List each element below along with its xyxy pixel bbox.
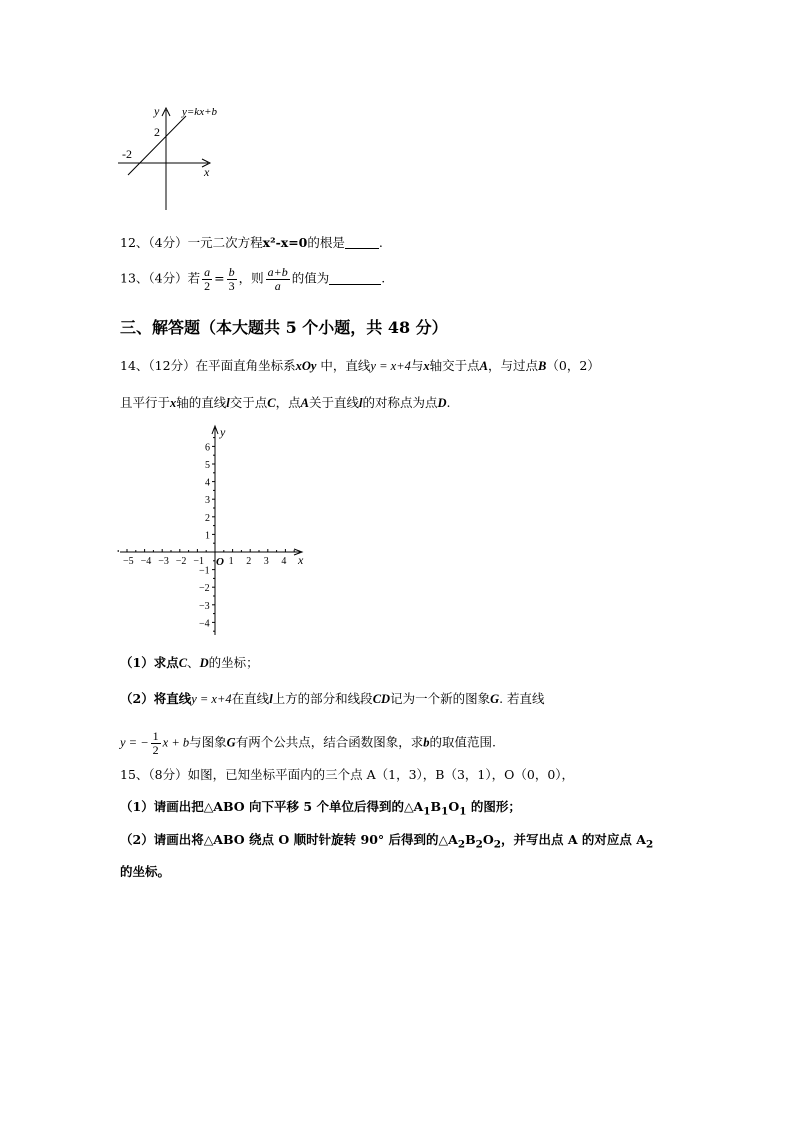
denominator: 2 bbox=[204, 278, 211, 293]
question-number: 15 bbox=[120, 767, 136, 782]
question-text: ，与过点 bbox=[488, 358, 539, 373]
question-text: 、 bbox=[187, 655, 200, 670]
question-text: （2）请画出将△ABO 绕点 O 顺时针旋转 90° 后得到的△A bbox=[120, 832, 458, 847]
denominator: 2 bbox=[152, 742, 159, 757]
y-tick-label: 5 bbox=[205, 460, 210, 471]
numerator: a bbox=[204, 265, 211, 279]
y-tick-label: −4 bbox=[199, 618, 210, 630]
question-text: 若 bbox=[187, 270, 201, 286]
question-text: 的根是 bbox=[307, 235, 345, 250]
x-tick-label: 1 bbox=[228, 556, 234, 567]
fraction-a-plus-b-over-a bbox=[266, 266, 290, 292]
question-14-part-1 bbox=[120, 657, 259, 670]
question-text: 上方的部分和线段 bbox=[272, 691, 373, 706]
question-text: 的取值范围. bbox=[429, 734, 496, 750]
equals-sign: = bbox=[214, 270, 225, 286]
question-15-part-1 bbox=[120, 801, 521, 817]
point-label: C bbox=[178, 656, 188, 670]
question-number: 14 bbox=[120, 358, 136, 373]
period: . bbox=[381, 270, 386, 286]
graph-label: G bbox=[490, 692, 500, 706]
y-axis-label: y bbox=[220, 425, 226, 439]
question-score: （12分） bbox=[148, 358, 196, 373]
line-graph-figure bbox=[118, 100, 238, 215]
line-equation: y = x+4 bbox=[370, 359, 411, 373]
fraction-one-half bbox=[151, 730, 161, 756]
subscript: 2 bbox=[475, 838, 483, 851]
question-text: 有两个公共点，结合函数图象，求 bbox=[235, 734, 424, 750]
subscript: 2 bbox=[493, 838, 502, 851]
y-tick-label: −2 bbox=[199, 583, 210, 595]
period: . bbox=[446, 395, 451, 410]
line-label: l bbox=[359, 396, 363, 410]
subscript: 2 bbox=[457, 838, 466, 851]
x-axis-label: x bbox=[298, 553, 304, 567]
origin-label: O bbox=[216, 556, 224, 568]
x-tick-label: −1 bbox=[193, 556, 205, 567]
point-label: A bbox=[300, 396, 309, 410]
x-tick-label: 3 bbox=[263, 556, 269, 567]
question-text: O bbox=[448, 799, 460, 814]
question-15: 15、（8分）如图，已知坐标平面内的三个点 A（1，3），B（3，1），O（0，0）， bbox=[120, 767, 575, 782]
question-text: ，并写出点 A 的对应点 A bbox=[501, 832, 646, 847]
tick-label-neg2: -2 bbox=[122, 147, 132, 161]
x-tick-label: −4 bbox=[140, 556, 152, 567]
question-14-line-2 bbox=[120, 397, 451, 410]
line-equation: y = x+4 bbox=[191, 692, 232, 706]
question-12: 12、（4分）一元二次方程x²-x=0的根是 . bbox=[120, 235, 383, 250]
question-text: . 若直线 bbox=[499, 691, 545, 706]
y-tick-label: 2 bbox=[205, 512, 210, 524]
equation: x²-x=0 bbox=[262, 235, 308, 250]
question-text: 轴交于点 bbox=[429, 358, 480, 373]
section-heading: 三、解答题（本大题共 5 个小题，共 48 分） bbox=[120, 318, 448, 337]
question-text: O bbox=[482, 832, 494, 847]
question-text: 轴的直线 bbox=[176, 395, 227, 410]
line-equation: y = − bbox=[120, 735, 149, 750]
question-14-line-1: 14、（12分）在平面直角坐标系xOy 中，直线y = x+4与x轴交于点A，与过点B（0，2） bbox=[120, 358, 600, 373]
subscript: 1 bbox=[441, 805, 449, 818]
subscript: 2 bbox=[645, 838, 654, 851]
question-13: 13、（4分）若 $\frac{a}{2}$ = $\frac{b}{3}$ ，则 $\frac{a+b}{a}$ 的值为 . bbox=[120, 265, 386, 293]
question-text: 与 bbox=[410, 358, 424, 373]
question-text: 中，直线 bbox=[320, 358, 371, 373]
question-score: （8分） bbox=[148, 767, 188, 782]
question-text: 的坐标。 bbox=[120, 864, 171, 879]
point-label: B bbox=[538, 359, 547, 373]
denominator: a bbox=[274, 278, 281, 293]
fraction-b-over-3 bbox=[227, 266, 237, 292]
question-15-part-2-continued bbox=[120, 866, 170, 879]
question-text: 与图象 bbox=[189, 734, 227, 750]
x-tick-label: 2 bbox=[246, 556, 252, 567]
numerator: a+b bbox=[267, 265, 288, 279]
question-text: 的对称点为点 bbox=[362, 395, 438, 410]
numerator: b bbox=[228, 265, 235, 279]
question-text: 关于直线 bbox=[308, 395, 359, 410]
variable: x bbox=[170, 396, 177, 410]
question-text: B bbox=[430, 799, 442, 814]
question-text: ，点 bbox=[275, 395, 301, 410]
x-tick-label: 4 bbox=[281, 556, 287, 567]
question-text: 一元二次方程 bbox=[187, 235, 263, 250]
question-number: 12 bbox=[120, 235, 136, 250]
question-14-part-2-continued bbox=[120, 730, 496, 756]
line-equation: x + b bbox=[162, 735, 190, 750]
point-label: A bbox=[479, 359, 489, 373]
point-label: D bbox=[437, 396, 447, 410]
question-text: （1）请画出把△ABO 向下平移 5 个单位后得到的△A bbox=[120, 799, 424, 814]
x-axis-label: x bbox=[204, 165, 210, 179]
question-score: （4分） bbox=[148, 270, 188, 286]
tick-label-2: 2 bbox=[154, 125, 160, 139]
denominator: 3 bbox=[228, 278, 235, 293]
question-text: 记为一个新的图象 bbox=[390, 691, 491, 706]
period: . bbox=[378, 235, 383, 250]
coordinate-grid-figure bbox=[116, 422, 316, 642]
line-equation-label: y=kx+b bbox=[182, 106, 217, 118]
line-label: l bbox=[269, 692, 273, 706]
y-tick-label: 1 bbox=[205, 530, 210, 542]
answer-blank[interactable] bbox=[329, 272, 381, 285]
coordinate-system-name: xOy bbox=[295, 359, 317, 373]
segment-label: CD bbox=[372, 692, 391, 706]
y-tick-label: −1 bbox=[199, 565, 210, 577]
graph-label: G bbox=[226, 735, 236, 750]
x-tick-label: −5 bbox=[123, 556, 134, 567]
question-text: （2）将直线 bbox=[120, 691, 192, 706]
answer-blank[interactable] bbox=[345, 236, 379, 249]
question-number: 13 bbox=[120, 270, 136, 286]
question-text: 在直线 bbox=[231, 691, 270, 706]
fraction-a-over-2 bbox=[202, 266, 212, 292]
point-label: D bbox=[199, 656, 209, 670]
y-axis-label: y bbox=[154, 104, 160, 118]
y-tick-label: −3 bbox=[199, 600, 210, 612]
point-label: C bbox=[267, 396, 276, 410]
question-text: 如图，已知坐标平面内的三个点 A（1，3），B（3，1），O（0，0）， bbox=[187, 767, 575, 782]
question-text: 的图形； bbox=[466, 799, 521, 814]
x-tick-label: −2 bbox=[175, 556, 187, 567]
y-tick-label: 4 bbox=[205, 477, 210, 489]
question-15-part-2 bbox=[120, 834, 653, 850]
variable: b bbox=[423, 735, 430, 750]
numerator: 1 bbox=[152, 729, 159, 743]
question-text: ，则 bbox=[238, 270, 264, 286]
question-14-part-2 bbox=[120, 693, 545, 706]
subscript: 1 bbox=[423, 805, 431, 818]
line-label: l bbox=[226, 396, 230, 410]
y-tick-label: 3 bbox=[205, 495, 210, 507]
question-text: 的值为 bbox=[291, 270, 330, 286]
question-text: 在平面直角坐标系 bbox=[195, 358, 296, 373]
question-score: （4分） bbox=[148, 235, 188, 250]
question-text: B bbox=[465, 832, 476, 847]
question-text: 的坐标； bbox=[208, 655, 259, 670]
x-tick-label: −3 bbox=[158, 556, 169, 567]
subscript: 1 bbox=[459, 805, 467, 818]
variable: x bbox=[423, 359, 430, 373]
question-text: （1）求点 bbox=[120, 655, 179, 670]
y-tick-label: 6 bbox=[205, 442, 210, 454]
question-text: 交于点 bbox=[229, 395, 268, 410]
question-text: （0，2） bbox=[546, 358, 600, 373]
question-text: 且平行于 bbox=[120, 395, 171, 410]
